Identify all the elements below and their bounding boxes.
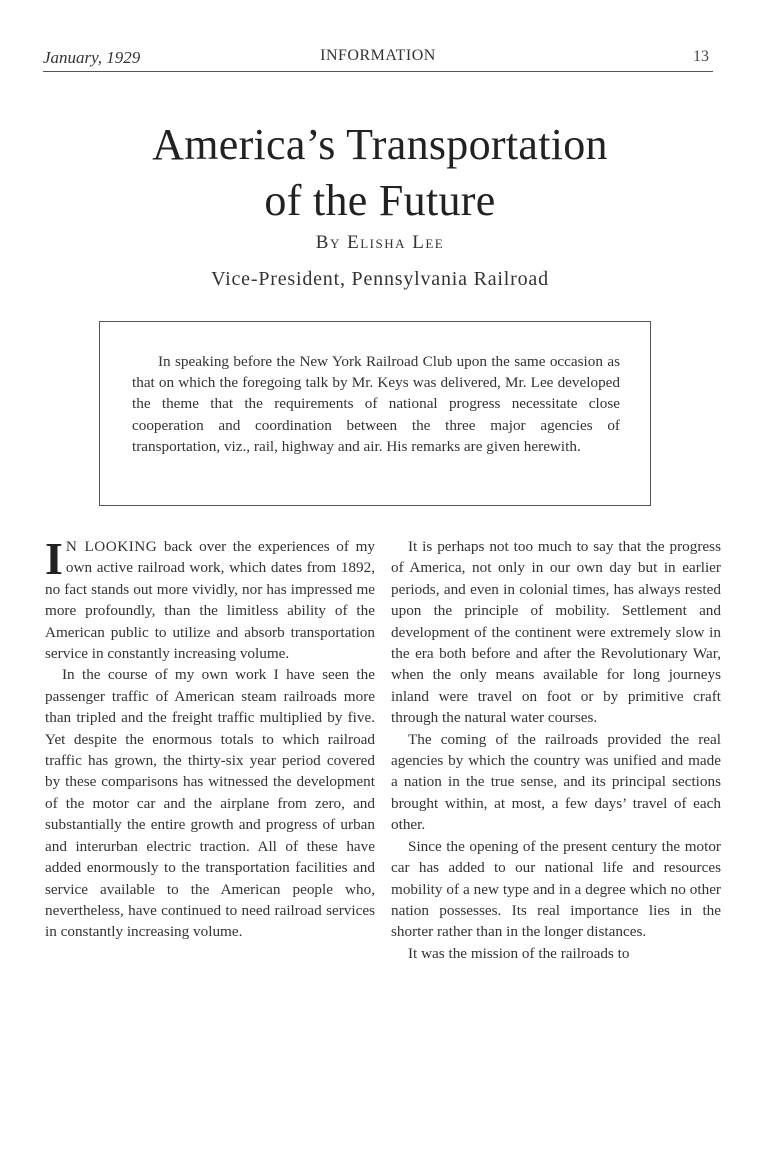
paragraph: It is perhaps not too much to say that the progress of America, not only in our own day but in earlier periods, and even in colonial times, has always rested upon the principle of mobility. Settlement and development of the continent were extremely slow in the era both before and after the Revolutionary War, when the only means available for long journeys inland were travel on foot or by primitive craft through the natural water courses. bbox=[391, 538, 721, 727]
article-title-line-2: of the Future bbox=[264, 176, 496, 225]
publication-name: INFORMATION bbox=[320, 47, 436, 64]
page-number: 13 bbox=[693, 48, 709, 65]
paragraph: Since the opening of the present century the motor car has added to our national life and resources mobility of a new type and in a degree which no other nation possesses. Its real importance lies in the shorter rather than in the longer distances. bbox=[391, 837, 721, 941]
paragraph bbox=[45, 533, 375, 664]
paragraph: In the course of my own work I have seen the passenger traffic of American steam railroads more than tripled and the freight traffic multiplied by five. Yet despite the enormous totals to which railroad traffic has grown, the thirty-six year period covered by these comparisons has witnessed the development of the motor car and the airplane from zero, and substantially the entire growth and progress of urban and interurban electric traction. All of these have added enormously to the transportation facilities and service available to the American people who, nevertheless, have continued to need railroad services in constantly increasing volume. bbox=[45, 666, 375, 941]
intro-box bbox=[99, 321, 651, 506]
lead-in-caps: N LOOKING bbox=[65, 538, 158, 555]
article-title-line-1: America’s Transportation bbox=[152, 120, 608, 169]
paragraph-text: back over the experiences of my own active railroad work, which dates from 1892, no fact stands out more vividly, nor has impressed me more profoundly, than the limitless ability of the American public to utilize and absorb transportation service in constantly increasing volume. bbox=[45, 538, 375, 663]
running-head bbox=[43, 44, 713, 72]
left-column bbox=[45, 533, 375, 943]
intro-text: In speaking before the New York Railroad Club upon the same occasion as that on which the foregoing talk by Mr. Keys was delivered, Mr. Lee developed the theme that the requirements of national progress necessitate close cooperation and coordination between the three major agencies of transportation, viz., rail, highway and air. His remarks are given herewith. bbox=[132, 353, 620, 455]
issue-date: January, 1929 bbox=[43, 48, 141, 67]
right-column bbox=[391, 536, 721, 964]
paragraph: The coming of the railroads provided the real agencies by which the country was unified and made a nation in the true sense, and its principal sections brought within, at most, a few days’ travel of each other. bbox=[391, 730, 721, 834]
drop-cap: I bbox=[45, 533, 63, 584]
byline: By Elisha Lee bbox=[315, 232, 445, 253]
author-affiliation: Vice-President, Pennsylvania Railroad bbox=[211, 268, 549, 290]
paragraph: It was the mission of the railroads to bbox=[408, 944, 630, 962]
